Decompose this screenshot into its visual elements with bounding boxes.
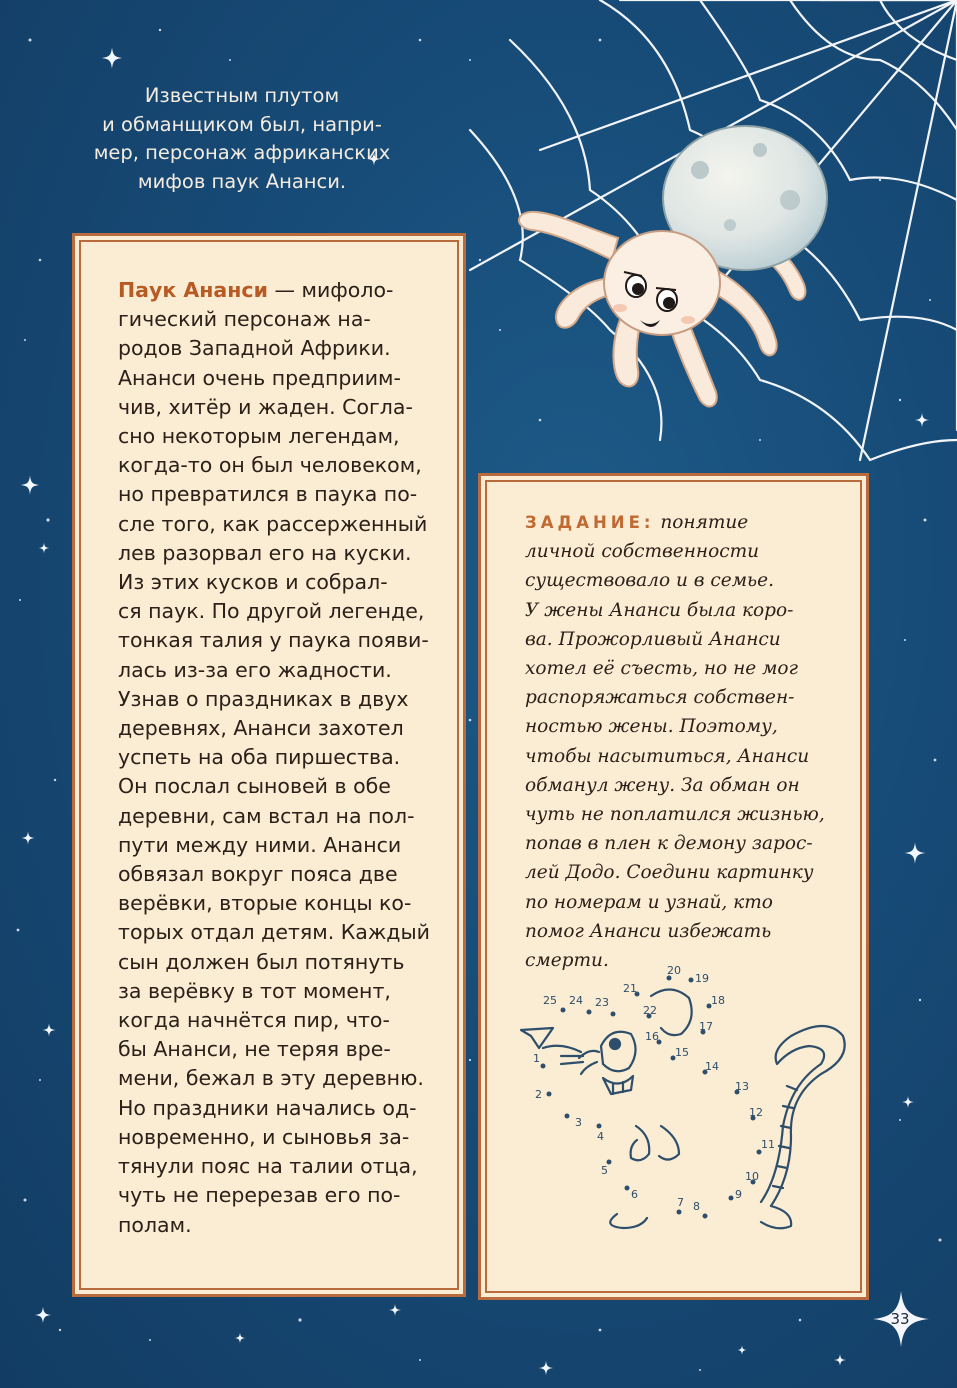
dot-number: 20 [667,964,681,977]
dot-number: 23 [595,996,609,1009]
dot-number: 25 [543,994,557,1007]
dot-number: 24 [569,994,583,1007]
dot-number: 15 [675,1046,689,1059]
dot-number: 14 [705,1060,719,1073]
info-text [118,276,438,1240]
spider-icon [519,126,827,406]
dot-number: 10 [745,1170,759,1183]
dot-number: 2 [535,1088,542,1101]
info-term: Паук Ананси [118,278,268,302]
dot-number: 13 [735,1080,749,1093]
dot-number: 11 [761,1138,775,1151]
dot-number: 17 [699,1020,713,1033]
dot-number: 8 [693,1200,700,1213]
dot-number: 18 [711,994,725,1007]
dot-number: 4 [597,1130,604,1143]
task-text [525,508,835,975]
task-box [478,473,869,1300]
dot-number: 7 [677,1196,684,1209]
dot-number: 5 [601,1164,608,1177]
dot-numbers [533,964,775,1213]
task-body: понятие личной собственности существовало и в семье. У жены Ананси была коро- ва. Прожорливый Ананси хотел её съесть, но не мог распоряжаться собствен- ностью жены. Поэтому, чтобы насытиться, Ананси обманул жену. За обман он чуть не поплатился жизнью, попав в плен к демону зарос- лей Додо. Соедини картинку по номерам и узнай, кто помог Ананси избежать смерти. [525,512,825,972]
dot-number: 1 [533,1052,540,1065]
dot-number: 12 [749,1106,763,1119]
info-body: — мифоло- гический персонаж на- родов Западной Африки. Ананси очень предприим- чив, хитёр и жаден. Согла- сно некоторым легендам, когда-то он был человеком, но превратился в паука по- сле того, как рассерженный лев разорвал его на куски. Из этих кусков и собрал- ся паук. По другой легенде, тонкая талия у паука появи- лась из-за его жадности. Узнав о праздниках в двух деревнях, Ананси захотел успеть на оба пиршества. Он послал сыновей в обе деревни, сам встал на пол- пути между ними. Ананси обвязал вокруг пояса две верёвки, вторые концы ко- торых отдал детям. Каждый сын должен был потянуть за верёвку в тот момент, когда начнётся пир, что- бы Ананси, не теряя вре- мени, бежал в эту деревню. Но праздники начались од- новременно, и сыновья за- тянули пояс на талии отца, чуть не перерезав его по- полам. [118,278,430,1237]
task-label: ЗАДАНИЕ: [525,513,655,532]
dot-number: 9 [735,1188,742,1201]
dot-number: 16 [645,1030,659,1043]
dot-number: 19 [695,972,709,985]
rat-drawing-icon [491,964,856,1276]
dot-number: 3 [575,1116,582,1129]
page-number: 33 [890,1310,910,1328]
dot-number: 21 [623,982,637,995]
dot-number: 22 [643,1004,657,1017]
info-box-anansi [72,233,466,1297]
dot-number: 6 [631,1188,638,1201]
intro-paragraph: Известным плутом и обманщиком был, напри- мер, персонаж африканских мифов паук Ананси. [93,84,391,193]
